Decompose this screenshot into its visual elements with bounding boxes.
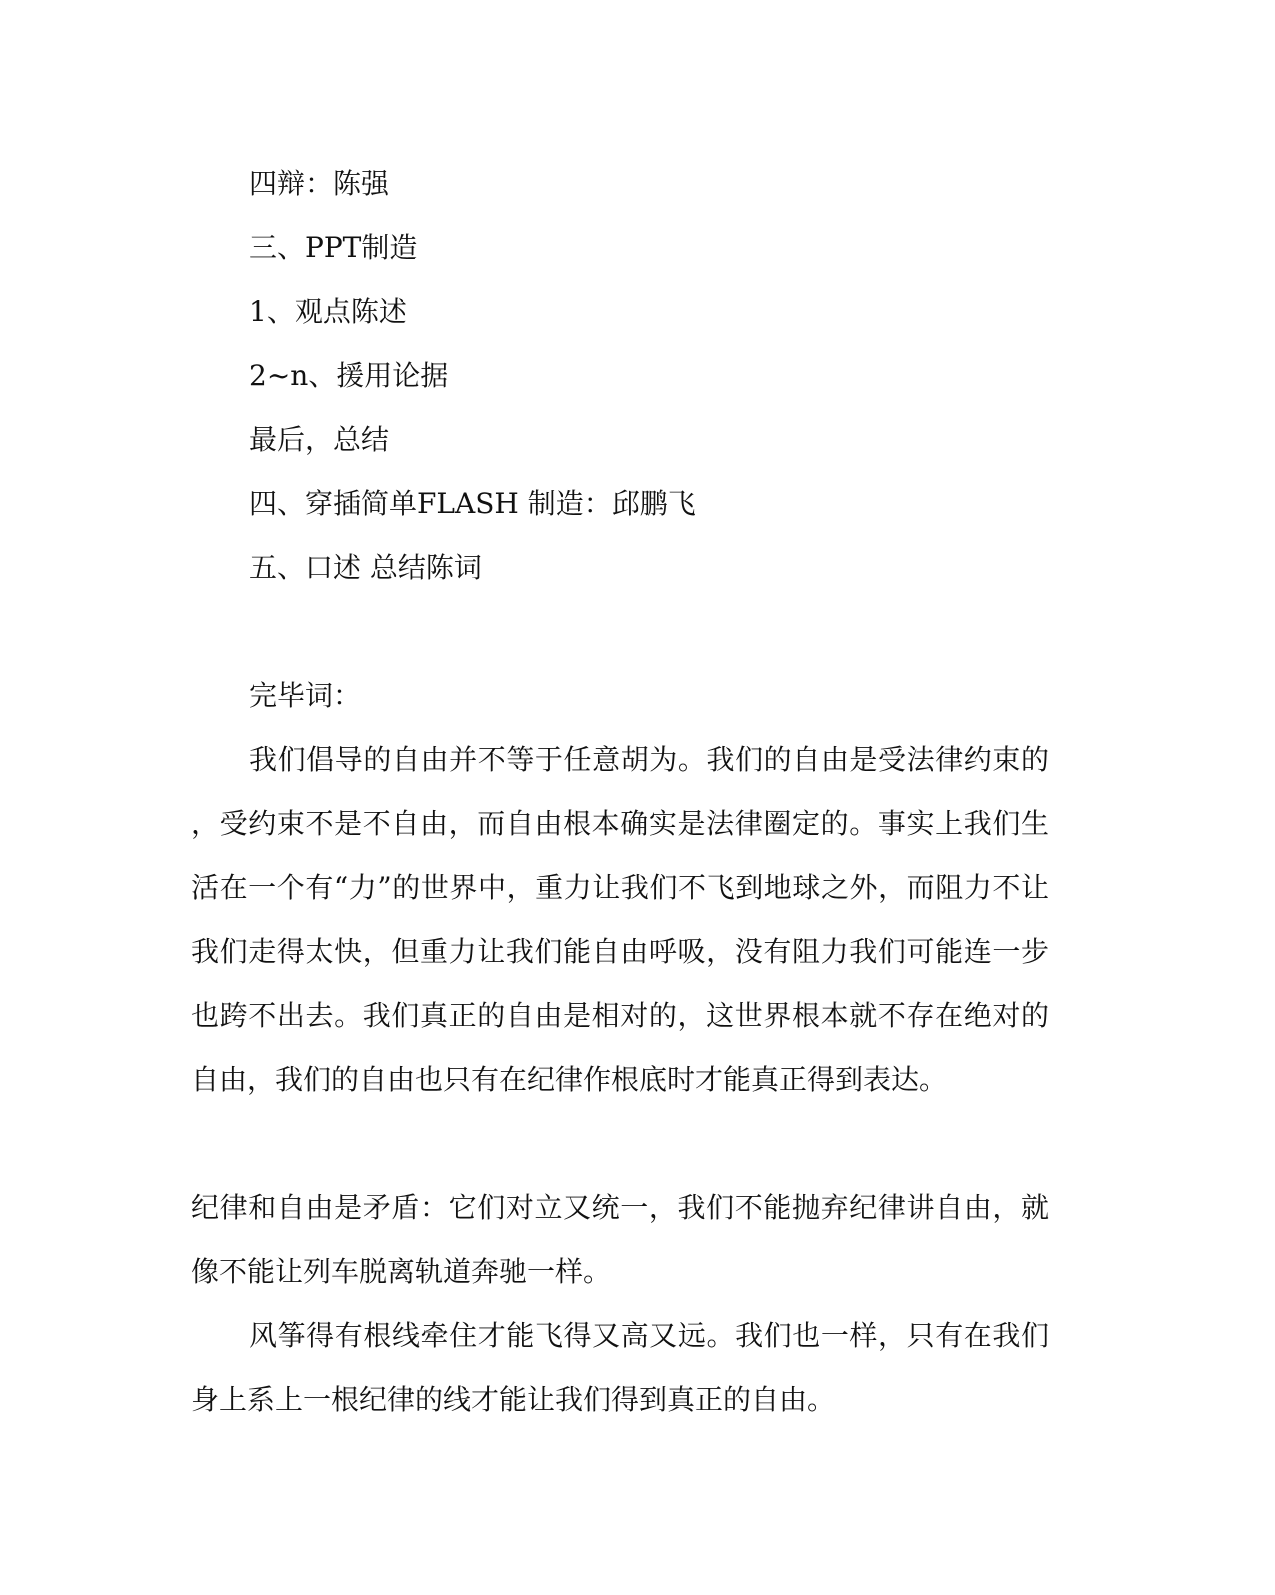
list-item-viewpoint: 1、观点陈述 (249, 295, 407, 328)
paragraph-3-line-1: 风筝得有根线牵住才能飞得又高又远。我们也一样，只有在我们 (249, 1319, 1049, 1352)
list-item-flash: 四、穿插简单FLASH 制造：邱鹏飞 (249, 487, 696, 520)
list-item-fourth-debater: 四辩：陈强 (249, 167, 390, 200)
list-item-evidence: 2~n、援用论据 (249, 359, 449, 392)
paragraph-2-line-2: 像不能让列车脱离轨道奔驰一样。 (191, 1255, 612, 1288)
paragraph-2-line-1: 纪律和自由是矛盾：它们对立又统一，我们不能抛弃纪律讲自由，就 (191, 1191, 1049, 1224)
paragraph-1-line-4: 我们走得太快，但重力让我们能自由呼吸，没有阻力我们可能连一步 (191, 935, 1049, 968)
paragraph-1-line-5: 也跨不出去。我们真正的自由是相对的，这世界根本就不存在绝对的 (191, 999, 1049, 1032)
list-item-summary: 最后，总结 (249, 423, 390, 456)
closing-heading: 完毕词： (249, 679, 362, 712)
paragraph-1-line-1: 我们倡导的自由并不等于任意胡为。我们的自由是受法律约束的 (249, 743, 1049, 776)
paragraph-1-line-2: ，受约束不是不自由，而自由根本确实是法律圈定的。事实上我们生 (191, 807, 1049, 840)
list-item-ppt-production: 三、PPT制造 (249, 231, 418, 264)
list-item-closing-statement: 五、口述 总结陈词 (249, 551, 482, 584)
paragraph-1-line-6: 自由，我们的自由也只有在纪律作根底时才能真正得到表达。 (191, 1063, 948, 1096)
paragraph-1-line-3: 活在一个有“力”的世界中，重力让我们不飞到地球之外，而阻力不让 (191, 871, 1049, 904)
paragraph-3-line-2: 身上系上一根纪律的线才能让我们得到真正的自由。 (191, 1383, 836, 1416)
